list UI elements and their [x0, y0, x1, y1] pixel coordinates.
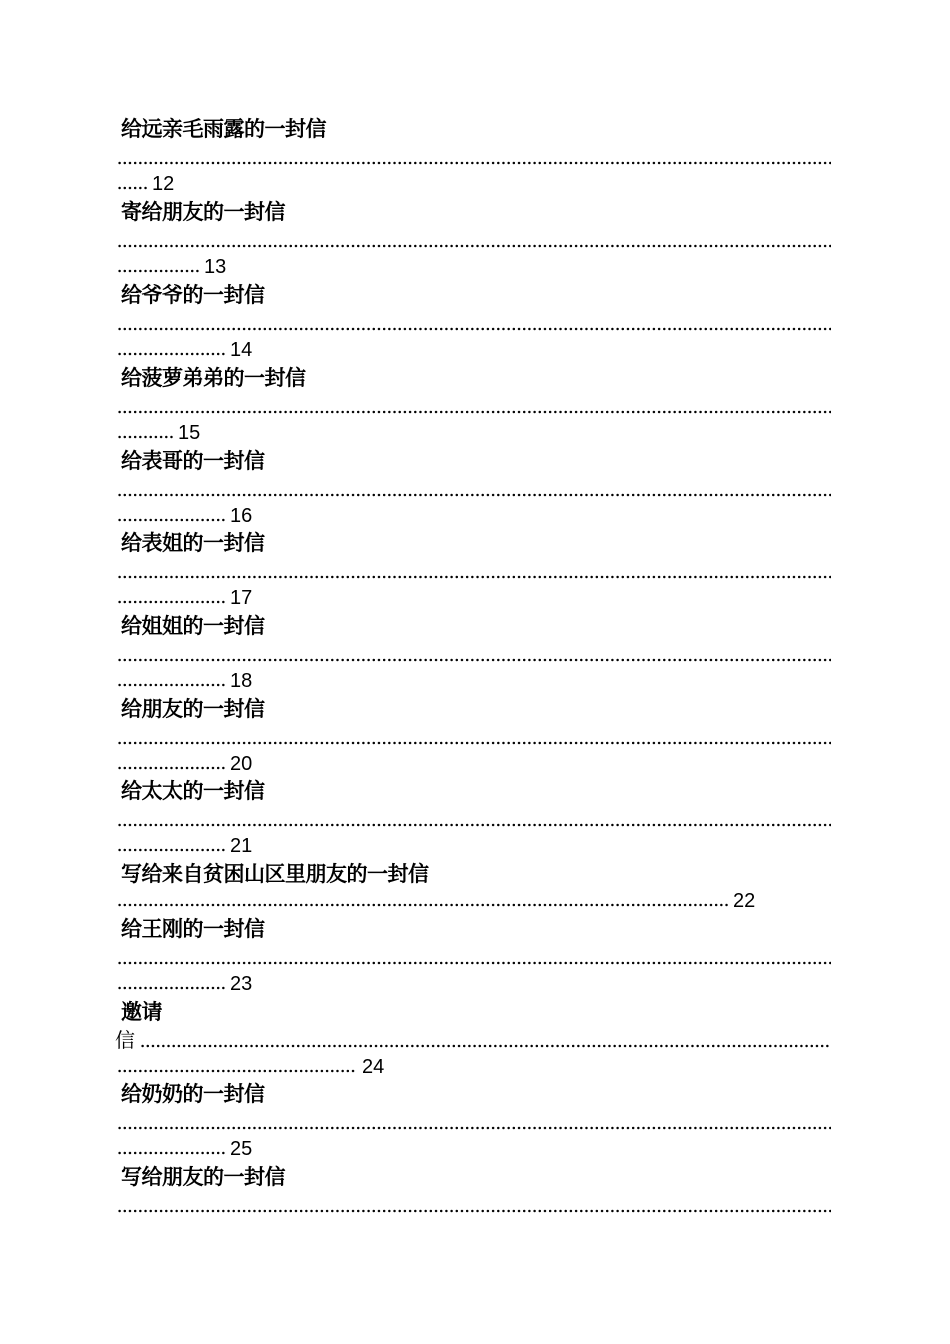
toc-entry-title[interactable]: 给远亲毛雨露的一封信 [121, 117, 326, 141]
page-number: 14 [230, 339, 253, 361]
page-number: 13 [204, 256, 227, 278]
toc-entry-title[interactable]: 邀请 [121, 1000, 162, 1024]
toc-leader-dots [117, 186, 147, 190]
toc-entry-page [117, 972, 252, 996]
page-number: 25 [230, 1138, 253, 1160]
page-number: 24 [362, 1056, 385, 1078]
page-number: 17 [230, 587, 253, 609]
toc-entry-page [117, 172, 174, 196]
toc-leader-dots [117, 493, 831, 497]
toc-leader-dots [117, 327, 831, 331]
page-number: 15 [178, 422, 201, 444]
toc-leader-dots [117, 823, 831, 827]
page-number: 23 [230, 973, 253, 995]
toc-leader-dots [117, 518, 225, 522]
toc-leader-dots [117, 683, 225, 687]
toc-leader-dots [117, 961, 831, 965]
toc-entry-title[interactable]: 寄给朋友的一封信 [121, 200, 285, 224]
toc-leader-dots [117, 600, 225, 604]
toc-entry-title[interactable]: 给王刚的一封信 [121, 917, 265, 941]
toc-entry-title[interactable]: 给表哥的一封信 [121, 449, 265, 473]
toc-leader-dots [117, 741, 831, 745]
toc-leader-dots [117, 410, 831, 414]
page-number: 12 [152, 173, 175, 195]
toc-leader-dots [117, 244, 831, 248]
toc-leader-dots [117, 848, 225, 852]
toc-entry-page [117, 421, 200, 445]
toc-leader-dots [117, 1151, 225, 1155]
toc-leader-dots [117, 986, 225, 990]
toc-entry-title[interactable]: 写给朋友的一封信 [121, 1165, 285, 1189]
toc-entry-title[interactable]: 写给来自贫困山区里朋友的一封信 [121, 862, 429, 886]
toc-entry-title-continuation: 信 [115, 1028, 135, 1052]
toc-leader-dots [117, 903, 728, 907]
toc-entry-page [117, 889, 755, 913]
toc-entry-title[interactable]: 给奶奶的一封信 [121, 1082, 265, 1106]
page-number: 20 [230, 753, 253, 775]
toc-leader-dots [140, 1044, 830, 1048]
toc-leader-dots [117, 161, 831, 165]
toc-entry-page [117, 669, 252, 693]
toc-leader-dots [117, 1069, 357, 1073]
toc-leader-dots [117, 435, 173, 439]
toc-leader-dots [117, 766, 225, 770]
page-number: 22 [733, 890, 756, 912]
toc-entry-page [117, 834, 252, 858]
toc-leader-dots [117, 1126, 831, 1130]
toc-entry-title[interactable]: 给表姐的一封信 [121, 531, 265, 555]
toc-entry-page [117, 338, 252, 362]
toc-leader-dots [117, 575, 831, 579]
toc-leader-dots [117, 658, 831, 662]
toc-entry-title[interactable]: 给姐姐的一封信 [121, 614, 265, 638]
toc-entry-title[interactable]: 给菠萝弟弟的一封信 [121, 366, 306, 390]
toc-leader-dots [117, 352, 225, 356]
toc-entry-page [117, 1055, 384, 1079]
page-number: 21 [230, 835, 253, 857]
toc-entry-page [117, 586, 252, 610]
page-number: 18 [230, 670, 253, 692]
toc-entry-page [117, 752, 252, 776]
toc-leader-dots [117, 269, 199, 273]
toc-leader-dots [117, 1209, 831, 1213]
toc-entry-page [117, 255, 226, 279]
page-number: 16 [230, 505, 253, 527]
toc-entry-title[interactable]: 给爷爷的一封信 [121, 283, 265, 307]
toc-entry-title[interactable]: 给朋友的一封信 [121, 697, 265, 721]
toc-entry-page [117, 504, 252, 528]
toc-entry-title[interactable]: 给太太的一封信 [121, 779, 265, 803]
toc-entry-page [117, 1137, 252, 1161]
